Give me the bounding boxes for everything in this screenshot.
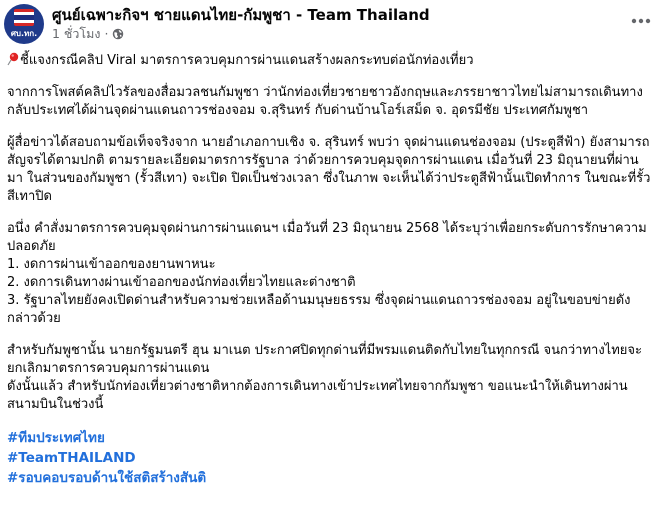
paragraph-5: ดังนั้นแล้ว สำหรับนักท่องเที่ยวต่างชาติหากต้องการเดินทางเข้าประเทศไทยจากกัมพูชา ขอแนะนำให้เดินทางผ่านสนามบินในช่วงนี้ [7,379,628,412]
hashtag-list [7,428,654,488]
paragraph-4: สำหรับกัมพูชานั้น นายกรัฐมนตรี ฮุน มาเนต ประกาศปิดทุกด่านที่มีพรมแดนติดกับไทยในทุกกรณี จนกว่าทางไทยจะยกเลิกมาตรการควบคุมการผ่านแดน [7,343,642,376]
page-name[interactable]: ศูนย์เฉพาะกิจฯ ชายแดนไทย-กัมพูชา - Team Thailand [52,6,430,24]
post-heading: ชี้แจงกรณีคลิป Viral มาตรการควบคุมการผ่านแดนสร้างผลกระทบต่อนักท่องเที่ยว [20,53,474,68]
avatar-text: ศบ.ทก. [10,29,38,38]
list-item: 1. งดการผ่านเข้าออกของยานพาหนะ [7,257,216,272]
paragraph-3-intro: อนึ่ง คำสั่งมาตรการควบคุมจุดผ่านการผ่านแดนฯ เมื่อวันที่ 23 มิถุนายน 2568 ได้ระบุว่าเพื่อยกระดับการรักษาความปลอดภัย [7,221,647,254]
post-body [7,52,654,488]
post-heading-line [7,52,654,70]
paragraph-1: จากการโพสต์คลิปไวรัลของสื่อมวลชนกัมพูชา ว่านักท่องเที่ยวชายชาวอังกฤษและภรรยาชาวไทยไม่สามารถเดินทางกลับประเทศได้ผ่านจุดผ่านแดนถาวรช่องจอม จ.สุรินทร์ กับด่านบ้านโอร์เสม็ด จ. อุดรมีชัย ประเทศกัมพูชา [7,85,643,118]
paragraph-2: ผู้สื่อข่าวได้สอบถามข้อเท็จจริงจาก นายอำเภอกาบเชิง จ. สุรินทร์ พบว่า จุดผ่านแดนช่องจอม (ประตูสีฟ้า) ยังสามารถสัญจรได้ตามปกติ ตามรายละเอียดมาตรการรัฐบาล ว่าด้วยการควบคุมจุดการผ่านแดน เมื่อวันที่ 23 มิถุนายนที่ผ่านมา ในส่วนของกัมพูชา (รั้วสีเทา) จะเปิด ปิดเป็นช่วงเวลา ซึ่งในภาพ จะเห็นได้ว่าประตูสีฟ้านั้นเปิดทำการ ในขณะที่รั้วสีเทาปิด [7,135,651,204]
pushpin-icon [7,52,19,66]
hashtag-link[interactable]: #รอบคอบรอบด้านใช้สติสร้างสันติ [7,470,207,486]
post-time[interactable]: 1 ชั่วโมง [52,26,101,41]
more-horizontal-icon [631,18,651,24]
post-meta [52,26,124,42]
hashtag-link[interactable]: #TeamTHAILAND [7,450,136,466]
avatar[interactable] [4,4,44,44]
hashtag-link[interactable]: #ทีมประเทศไทย [7,430,105,446]
meta-separator: · [104,26,109,41]
list-item: 2. งดการเดินทางผ่านเข้าออกของนักท่องเที่ยวไทยและต่างชาติ [7,275,356,290]
post-header [4,4,656,44]
list-item: 3. รัฐบาลไทยยังคงเปิดด่านสำหรับความช่วยเหลือด้านมนุษยธรรม ซึ่งจุดผ่านแดนถาวรช่องจอม อยู่ในขอบข่ายดังกล่าวด้วย [7,293,631,326]
more-options-button[interactable] [626,6,656,36]
thai-flag-icon [14,9,34,26]
paragraph-3 [7,220,654,328]
globe-icon [112,28,124,40]
